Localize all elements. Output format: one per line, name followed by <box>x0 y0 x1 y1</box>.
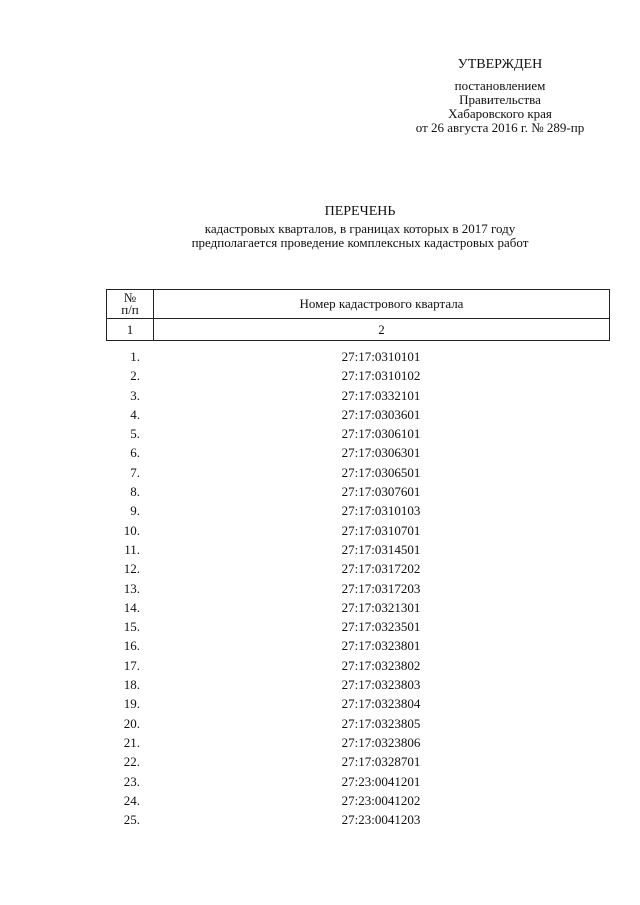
row-number: 22. <box>123 754 140 770</box>
row-number: 7. <box>130 464 140 480</box>
table-row <box>106 579 610 598</box>
table-row <box>106 636 610 655</box>
table-header <box>106 289 610 341</box>
cadastral-quarter-code: 27:17:0306301 <box>341 445 421 461</box>
cadastral-quarter-code: 27:17:0310102 <box>341 368 421 384</box>
cadastral-quarter-code: 27:17:0306101 <box>341 426 421 442</box>
approval-line-3: Хабаровского края <box>448 106 552 121</box>
row-number: 1. <box>130 349 140 364</box>
cadastral-quarter-code: 27:17:0307601 <box>341 484 421 500</box>
row-number: 25. <box>123 812 140 828</box>
cadastral-quarter-code: 27:17:0317203 <box>341 580 421 596</box>
cadastral-quarter-code: 27:17:0323802 <box>341 657 421 673</box>
table-body <box>106 347 610 829</box>
row-number: 2. <box>130 368 140 384</box>
approval-line-4: от 26 августа 2016 г. № 289-пр <box>415 120 585 135</box>
header-row <box>107 290 610 319</box>
row-number: 10. <box>123 522 140 538</box>
row-number: 13. <box>123 580 140 596</box>
table-row <box>106 443 610 462</box>
table-row <box>106 598 610 617</box>
document-subtitle-line-1: кадастровых кварталов, в границах которых в 2017 году <box>204 221 516 236</box>
table-row <box>106 521 610 540</box>
table-row <box>106 617 610 636</box>
row-number: 5. <box>130 426 140 442</box>
cadastral-quarter-code: 27:23:0041203 <box>341 812 421 828</box>
row-number: 15. <box>123 619 140 635</box>
row-number: 9. <box>130 503 140 519</box>
document-title: ПЕРЕЧЕНЬ <box>324 204 396 219</box>
cadastral-quarter-code: 27:17:0323801 <box>341 638 421 654</box>
table-row <box>106 772 610 791</box>
row-number: 19. <box>123 696 140 712</box>
table-row <box>106 347 610 366</box>
cadastral-quarter-code: 27:23:0041202 <box>341 792 421 808</box>
table-row <box>106 733 610 752</box>
row-number: 23. <box>123 773 140 789</box>
cadastral-quarter-code: 27:17:0323806 <box>341 734 421 750</box>
row-number: 3. <box>130 387 140 403</box>
table-row <box>106 559 610 578</box>
table-row <box>106 810 610 829</box>
row-number: 24. <box>123 792 140 808</box>
cadastral-quarter-code: 27:17:0310103 <box>341 503 421 519</box>
table-row <box>106 694 610 713</box>
cadastral-quarter-code: 27:17:0314501 <box>341 541 421 557</box>
cadastral-quarter-code: 27:17:0332101 <box>341 387 421 403</box>
row-number: 12. <box>123 561 140 577</box>
cadastral-quarter-code: 27:17:0323501 <box>341 619 421 635</box>
column-number-index: 1 <box>107 319 154 341</box>
table-row <box>106 540 610 559</box>
document-heading <box>110 205 610 250</box>
cadastral-quarter-code: 27:17:0306501 <box>341 464 421 480</box>
row-number: 11. <box>124 541 140 557</box>
table-row <box>106 405 610 424</box>
cadastral-quarter-code: 27:17:0323805 <box>341 715 421 731</box>
cadastral-quarter-code: 27:17:0317202 <box>341 561 421 577</box>
column-number-header-line-1: № <box>123 290 137 305</box>
document-subtitle-line-2: предполагается проведение комплексных кадастровых работ <box>191 235 529 250</box>
cadastral-quarter-code: 27:17:0310701 <box>341 522 421 538</box>
row-number: 21. <box>123 734 140 750</box>
cadastral-quarter-code: 27:17:0321301 <box>341 599 421 615</box>
table-row <box>106 714 610 733</box>
table-row <box>106 501 610 520</box>
table-row <box>106 386 610 405</box>
table-row <box>106 656 610 675</box>
table-row <box>106 791 610 810</box>
column-code-header: Номер кадастрового квартала <box>154 290 610 319</box>
approval-line-2: Правительства <box>459 92 541 107</box>
row-number: 8. <box>130 484 140 500</box>
table-row <box>106 752 610 771</box>
column-code-index: 2 <box>154 319 610 341</box>
row-number: 16. <box>123 638 140 654</box>
cadastral-quarter-code: 27:17:0323804 <box>341 696 421 712</box>
row-number: 18. <box>123 677 140 693</box>
row-number: 14. <box>123 599 140 615</box>
table-row <box>106 366 610 385</box>
table-row <box>106 482 610 501</box>
row-number: 6. <box>130 445 140 461</box>
cadastral-quarter-code: 27:17:0323803 <box>341 677 421 693</box>
cadastral-quarter-code: 27:23:0041201 <box>341 773 421 789</box>
table-row <box>106 675 610 694</box>
column-index-row <box>107 319 610 341</box>
approval-title: УТВЕРЖДЕН <box>457 57 543 72</box>
row-number: 4. <box>130 406 140 422</box>
column-number-header-line-2: п/п <box>121 302 139 317</box>
cadastral-quarter-code: 27:17:0303601 <box>341 406 421 422</box>
row-number: 17. <box>123 657 140 673</box>
cadastral-quarter-code: 27:17:0328701 <box>341 754 421 770</box>
cadastral-quarter-code: 27:17:0310101 <box>341 349 421 364</box>
table-row <box>106 463 610 482</box>
column-number-header <box>107 290 154 319</box>
row-number: 20. <box>123 715 140 731</box>
table-row <box>106 424 610 443</box>
approval-block <box>380 58 620 135</box>
approval-line-1: постановлением <box>454 78 546 93</box>
